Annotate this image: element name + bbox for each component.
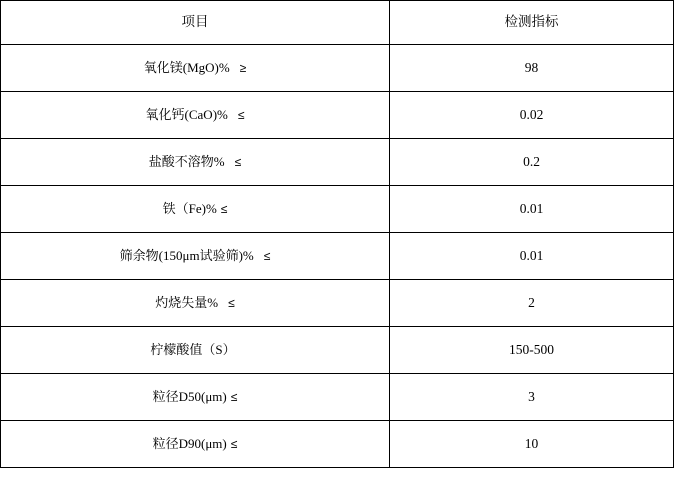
- row-item-label: [1, 280, 390, 327]
- row-value: 10: [390, 421, 674, 468]
- row-item-label: [1, 421, 390, 468]
- row-item-label: [1, 374, 390, 421]
- table-header-row: [1, 1, 674, 45]
- table-row: [1, 139, 674, 186]
- item-name: 粒径D90(μm): [152, 435, 227, 451]
- column-header-item: 项目: [1, 1, 390, 45]
- row-item-label: [1, 233, 390, 280]
- row-value: 3: [390, 374, 674, 421]
- item-name: 盐酸不溶物%: [148, 153, 225, 169]
- item-name: 柠檬酸值（S）: [150, 341, 236, 357]
- item-operator: ≤: [228, 295, 235, 310]
- item-name: 粒径D50(μm): [152, 388, 227, 404]
- row-item-label: [1, 139, 390, 186]
- row-value: 0.01: [390, 186, 674, 233]
- row-value: 0.2: [390, 139, 674, 186]
- row-item-label: [1, 92, 390, 139]
- item-name: 灼烧失量%: [155, 294, 219, 310]
- item-operator: ≤: [220, 201, 228, 216]
- table-row: [1, 327, 674, 374]
- table-row: [1, 233, 674, 280]
- table-row: [1, 186, 674, 233]
- row-item-label: [1, 327, 390, 374]
- item-name: 筛余物(150μm试验筛)%: [119, 247, 254, 263]
- table-row: [1, 280, 674, 327]
- row-item-label: [1, 186, 390, 233]
- item-operator: ≥: [239, 60, 247, 75]
- item-name: 铁（Fe)%: [162, 200, 217, 216]
- row-value: 0.01: [390, 233, 674, 280]
- column-header-value: 检测指标: [390, 1, 674, 45]
- item-operator: ≤: [263, 248, 271, 263]
- item-name: 氧化镁(MgO)%: [143, 59, 230, 75]
- table-row: [1, 45, 674, 92]
- item-operator: ≤: [237, 107, 245, 122]
- table-row: [1, 421, 674, 468]
- row-value: 150-500: [390, 327, 674, 374]
- item-name: 氧化钙(CaO)%: [145, 106, 228, 122]
- row-value: 0.02: [390, 92, 674, 139]
- table-row: [1, 92, 674, 139]
- row-item-label: [1, 45, 390, 92]
- item-operator: ≤: [234, 154, 242, 169]
- row-value: 98: [390, 45, 674, 92]
- row-value: 2: [390, 280, 674, 327]
- table-row: [1, 374, 674, 421]
- item-operator: ≤: [230, 389, 238, 404]
- item-operator: ≤: [230, 436, 238, 451]
